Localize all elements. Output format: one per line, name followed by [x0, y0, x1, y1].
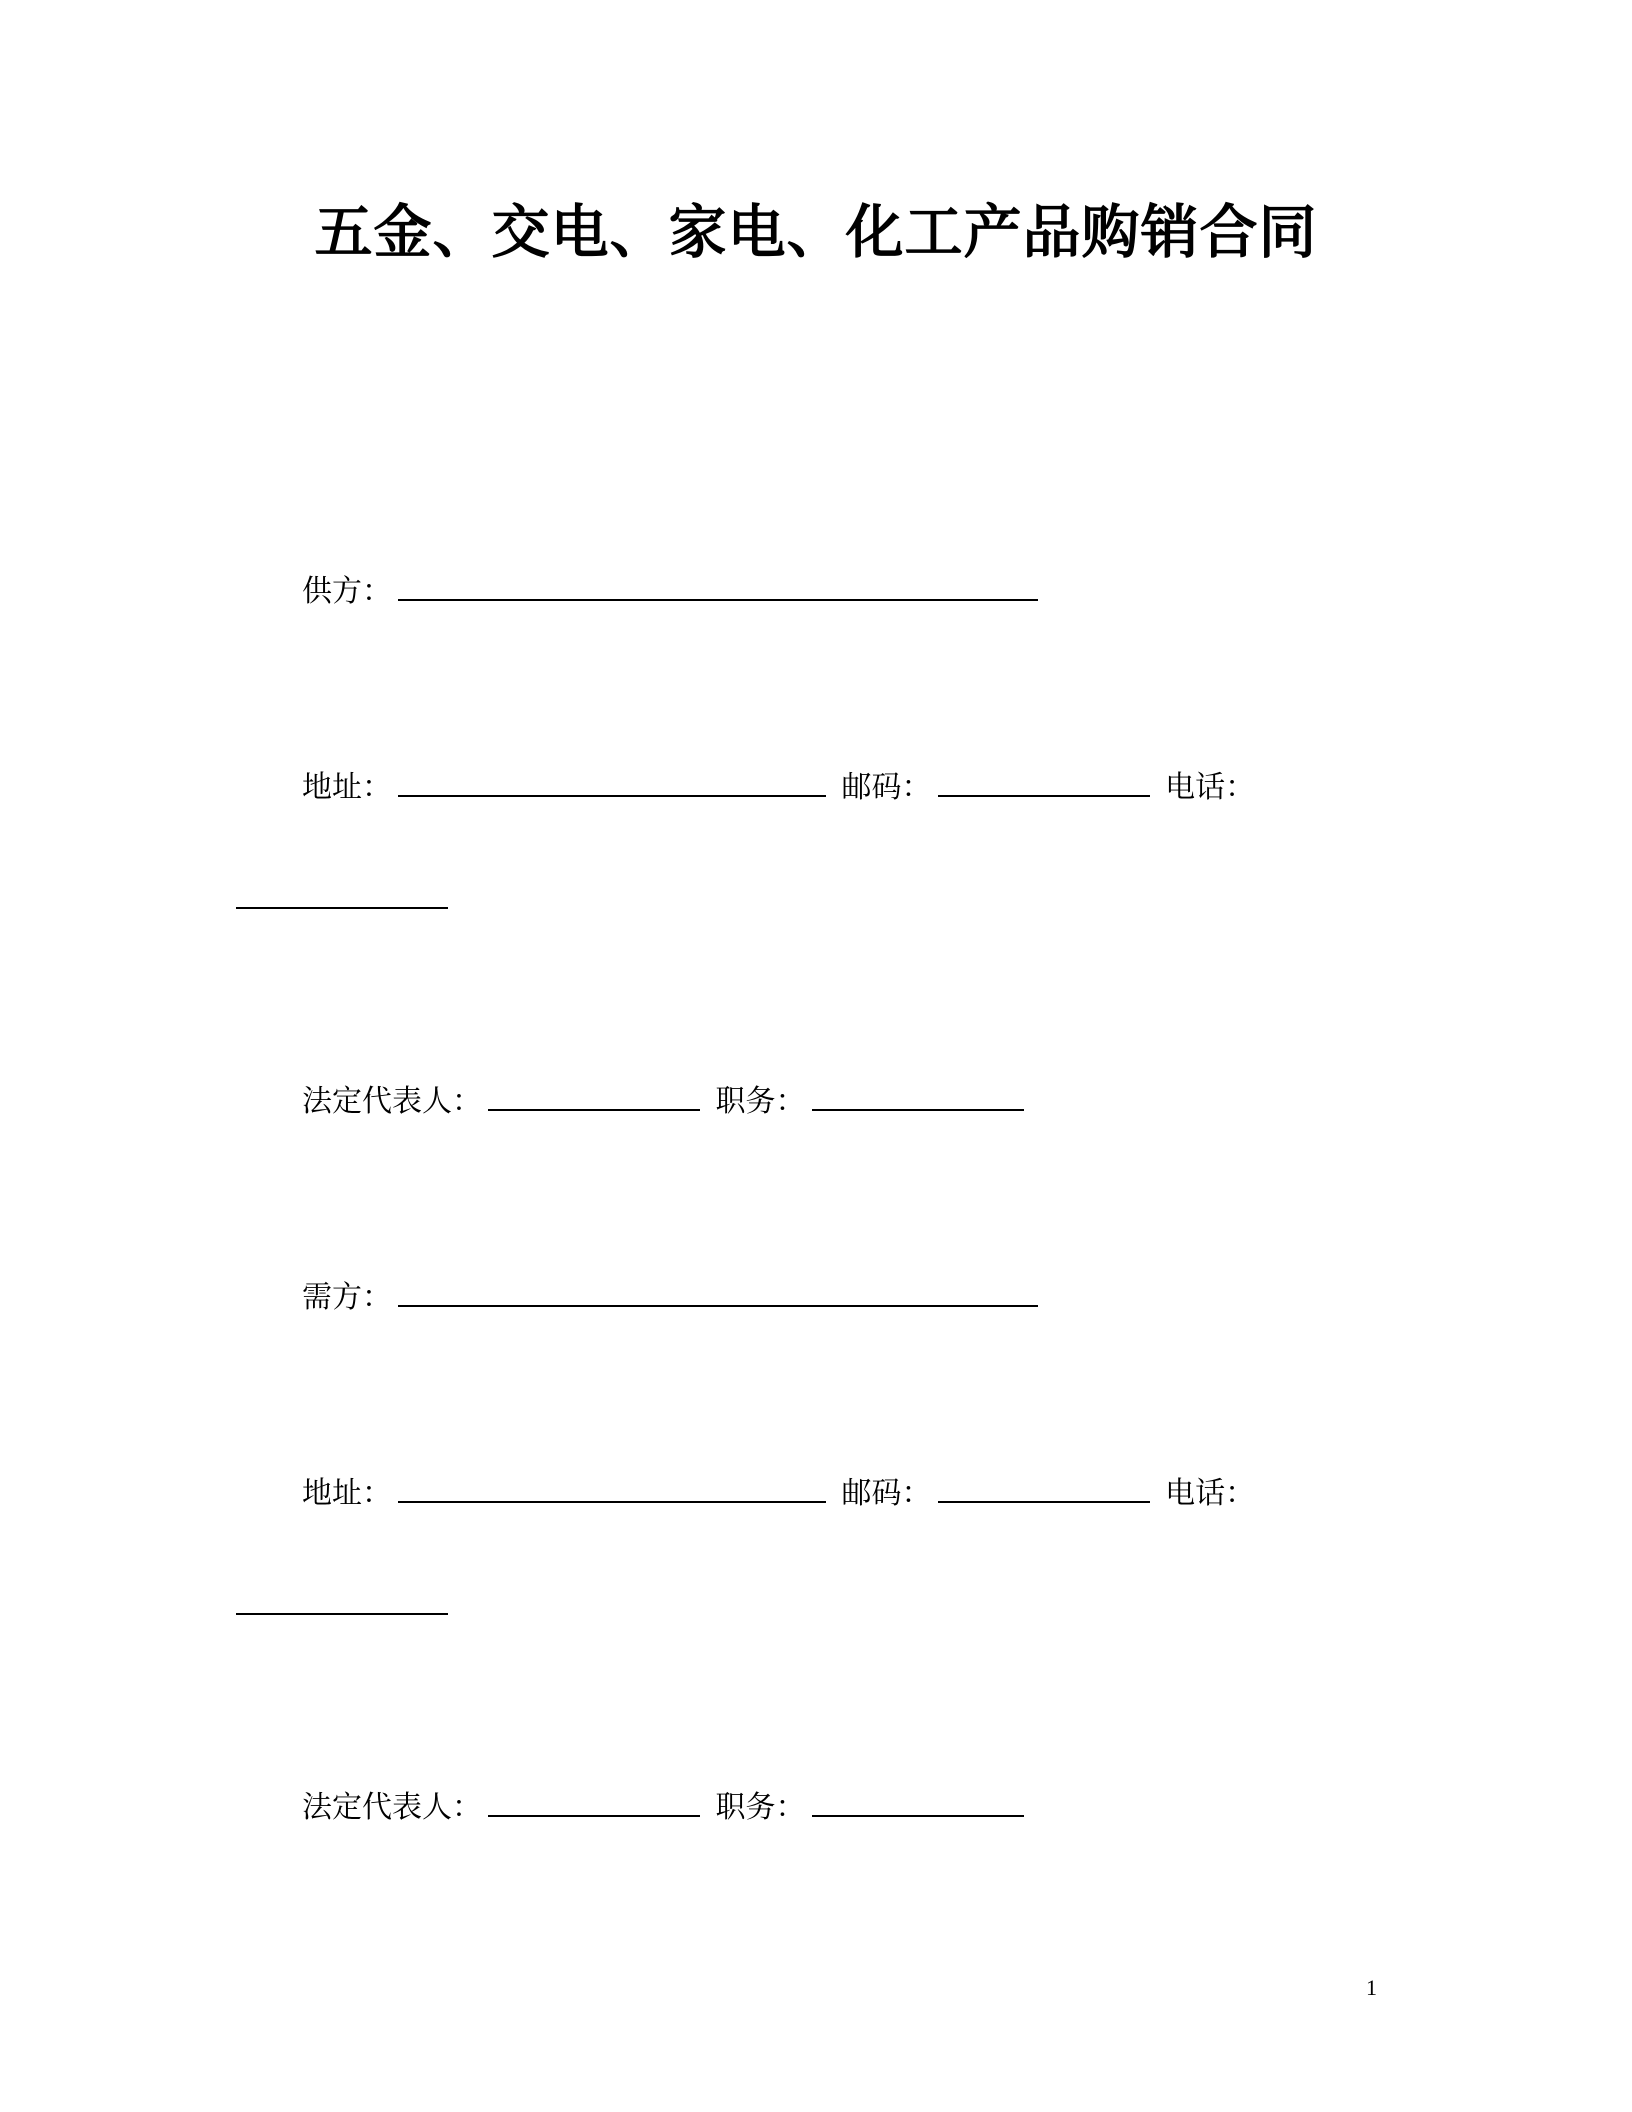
- buyer-address-field[interactable]: [398, 1475, 826, 1503]
- supplier-position-label: 职务：: [715, 1084, 806, 1119]
- buyer-address-line: [302, 1474, 1255, 1514]
- supplier-legal-rep-line: [302, 1082, 1030, 1122]
- supplier-party-line: [302, 572, 1044, 612]
- supplier-postcode-field[interactable]: [938, 769, 1150, 797]
- buyer-phone-continuation: [236, 1586, 454, 1626]
- supplier-name-field[interactable]: [398, 573, 1038, 601]
- supplier-phone-field[interactable]: [236, 881, 448, 909]
- supplier-party-label: 供方：: [302, 574, 392, 609]
- buyer-party-label: 需方：: [302, 1280, 392, 1315]
- buyer-phone-field[interactable]: [236, 1587, 448, 1615]
- supplier-legal-rep-field[interactable]: [488, 1083, 700, 1111]
- supplier-address-label: 地址：: [302, 770, 392, 805]
- buyer-postcode-label: 邮码：: [841, 1476, 932, 1511]
- supplier-postcode-label: 邮码：: [841, 770, 932, 805]
- supplier-legal-rep-label: 法定代表人：: [302, 1084, 482, 1119]
- buyer-party-line: [302, 1278, 1044, 1318]
- supplier-phone-label: 电话：: [1165, 770, 1256, 805]
- supplier-position-field[interactable]: [812, 1083, 1024, 1111]
- buyer-postcode-field[interactable]: [938, 1475, 1150, 1503]
- buyer-legal-rep-label: 法定代表人：: [302, 1790, 482, 1825]
- buyer-name-field[interactable]: [398, 1279, 1038, 1307]
- buyer-legal-rep-line: [302, 1788, 1030, 1828]
- buyer-legal-rep-field[interactable]: [488, 1789, 700, 1817]
- buyer-position-field[interactable]: [812, 1789, 1024, 1817]
- buyer-phone-label: 电话：: [1165, 1476, 1256, 1511]
- supplier-address-field[interactable]: [398, 769, 826, 797]
- buyer-position-label: 职务：: [715, 1790, 806, 1825]
- supplier-address-line: [302, 768, 1255, 808]
- buyer-address-label: 地址：: [302, 1476, 392, 1511]
- contract-title: 五金、交电、家电、化工产品购销合同: [314, 198, 1318, 266]
- page-number: 1: [1366, 1975, 1377, 2000]
- supplier-phone-continuation: [236, 880, 454, 920]
